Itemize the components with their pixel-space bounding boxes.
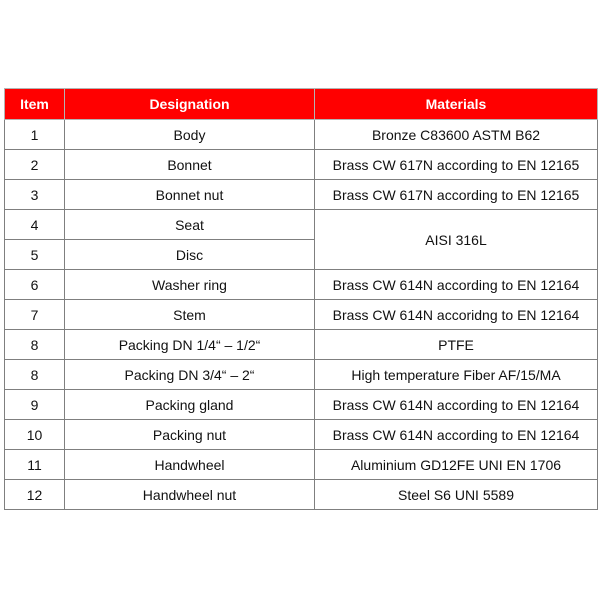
item-cell: 9 — [5, 390, 65, 420]
designation-cell: Packing DN 1/4“ – 1/2“ — [65, 330, 315, 360]
designation-cell: Body — [65, 120, 315, 150]
item-cell: 6 — [5, 270, 65, 300]
material-cell: Steel S6 UNI 5589 — [315, 480, 598, 510]
item-cell: 4 — [5, 210, 65, 240]
table-header — [5, 89, 598, 120]
table-row — [5, 210, 598, 240]
materials-table — [4, 88, 598, 510]
designation-cell: Stem — [65, 300, 315, 330]
header-item: Item — [5, 89, 65, 120]
header-row — [5, 89, 598, 120]
material-cell: High temperature Fiber AF/15/MA — [315, 360, 598, 390]
table-row — [5, 270, 598, 300]
designation-cell: Washer ring — [65, 270, 315, 300]
table-row — [5, 300, 598, 330]
header-materials: Materials — [315, 89, 598, 120]
material-cell: PTFE — [315, 330, 598, 360]
table-row — [5, 360, 598, 390]
table-row — [5, 120, 598, 150]
table-row — [5, 330, 598, 360]
material-cell: Brass CW 617N according to EN 12165 — [315, 150, 598, 180]
material-cell: AISI 316L — [315, 210, 598, 270]
item-cell: 10 — [5, 420, 65, 450]
designation-cell: Handwheel nut — [65, 480, 315, 510]
designation-cell: Seat — [65, 210, 315, 240]
item-cell: 12 — [5, 480, 65, 510]
table-row — [5, 390, 598, 420]
item-cell: 7 — [5, 300, 65, 330]
material-cell: Brass CW 614N according to EN 12164 — [315, 420, 598, 450]
material-cell: Brass CW 614N accoridng to EN 12164 — [315, 300, 598, 330]
item-cell: 5 — [5, 240, 65, 270]
designation-cell: Packing nut — [65, 420, 315, 450]
table-row — [5, 150, 598, 180]
material-cell: Bronze C83600 ASTM B62 — [315, 120, 598, 150]
designation-cell: Packing DN 3/4“ – 2“ — [65, 360, 315, 390]
material-cell: Aluminium GD12FE UNI EN 1706 — [315, 450, 598, 480]
designation-cell: Packing gland — [65, 390, 315, 420]
designation-cell: Handwheel — [65, 450, 315, 480]
header-designation: Designation — [65, 89, 315, 120]
designation-cell: Bonnet nut — [65, 180, 315, 210]
material-cell: Brass CW 614N according to EN 12164 — [315, 270, 598, 300]
item-cell: 11 — [5, 450, 65, 480]
table-row — [5, 180, 598, 210]
material-cell: Brass CW 617N according to EN 12165 — [315, 180, 598, 210]
item-cell: 1 — [5, 120, 65, 150]
designation-cell: Bonnet — [65, 150, 315, 180]
table-body — [5, 120, 598, 510]
table-row — [5, 450, 598, 480]
item-cell: 8 — [5, 330, 65, 360]
item-cell: 2 — [5, 150, 65, 180]
table-row — [5, 480, 598, 510]
table-row — [5, 420, 598, 450]
designation-cell: Disc — [65, 240, 315, 270]
material-cell: Brass CW 614N according to EN 12164 — [315, 390, 598, 420]
item-cell: 8 — [5, 360, 65, 390]
item-cell: 3 — [5, 180, 65, 210]
